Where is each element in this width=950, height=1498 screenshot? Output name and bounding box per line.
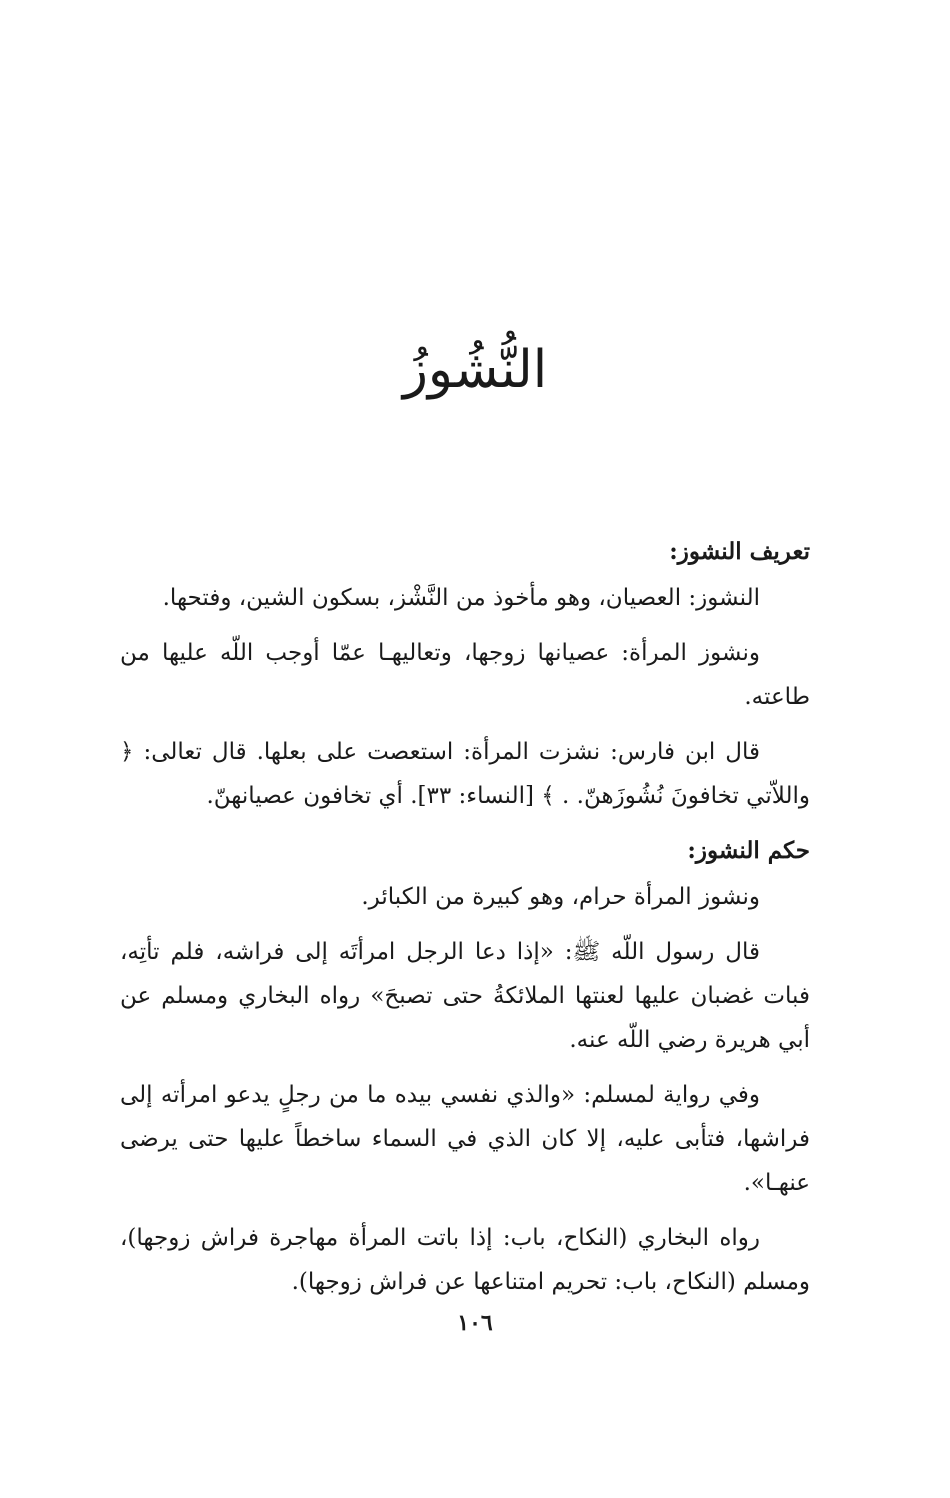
paragraph: قال ابن فارس: نشزت المرأة: استعصت على بعلها. قال تعالى: ﴿ واللاّتي تخافونَ نُشُوزَهنّ. . ﴾ [النساء: ٣٣]. أي تخافون عصيانهنّ. xyxy=(120,739,810,809)
paragraph: قال رسول اللّه ﷺ: «إذا دعا الرجل امرأتَه إلى فراشه، فلم تأتِه، فبات غضبان عليها لعنتها الملائكةُ حتى تصبحَ» رواه البخاري ومسلم عن أبي هريرة رضي اللّه عنه. xyxy=(120,939,810,1053)
chapter-title: النُّشُوزُ xyxy=(402,340,548,400)
chapter-body xyxy=(120,530,810,1315)
paragraph: النشوز: العصيان، وهو مأخوذ من النَّشْز، بسكون الشين، وفتحها. xyxy=(162,585,760,611)
paragraph: وفي رواية لمسلم: «والذي نفسي بيده ما من رجلٍ يدعو امرأته إلى فراشها، فتأبى عليه، إلا كان الذي في السماء ساخطاً عليها حتى يرضى عنهـا». xyxy=(120,1082,810,1196)
page-number: ١٠٦ xyxy=(457,1310,493,1336)
paragraph-source: رواه البخاري (النكاح، باب: إذا باتت المرأة مهاجرة فراش زوجها)، ومسلم (النكاح، باب: تحريم امتناعها عن فراش زوجها). xyxy=(120,1225,810,1295)
section-heading-definition: تعريف النشوز: xyxy=(669,538,810,565)
section-heading-ruling: حكم النشوز: xyxy=(687,837,810,864)
paragraph: ونشوز المرأة حرام، وهو كبيرة من الكبائر. xyxy=(361,884,760,910)
paragraph: ونشوز المرأة: عصيانها زوجها، وتعاليهـا عمّا أوجب اللّه عليها من طاعته. xyxy=(120,640,810,710)
